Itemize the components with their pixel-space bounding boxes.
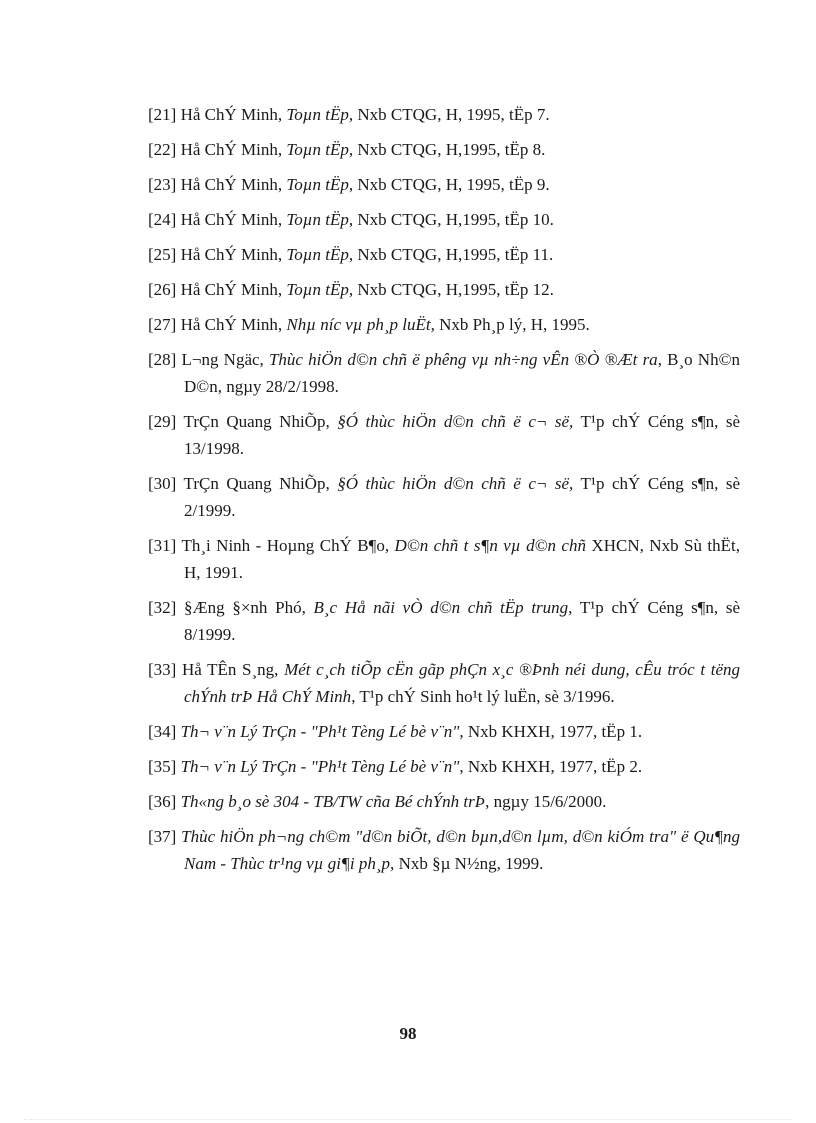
- reference-item: [26] Hå ChÝ Minh, Toµn tËp, Nxb CTQG, H,1995, tËp 12.: [148, 280, 554, 299]
- page-bottom-edge: [24, 1119, 792, 1120]
- reference-item: [30] TrÇn Quang NhiÕp, §Ó thùc hiÖn d©n chñ ë c¬ së, T¹p chÝ Céng s¶n, sè 2/1999.: [148, 474, 740, 520]
- reference-item: [25] Hå ChÝ Minh, Toµn tËp, Nxb CTQG, H,1995, tËp 11.: [148, 245, 554, 264]
- reference-item: [35] Th¬ v¨n Lý TrÇn - "Ph¹t Tèng Lé bè v¨n", Nxb KHXH, 1977, tËp 2.: [148, 757, 643, 776]
- reference-item: [22] Hå ChÝ Minh, Toµn tËp, Nxb CTQG, H,1995, tËp 8.: [148, 140, 546, 159]
- reference-item: [36] Th«ng b¸o sè 304 - TB/TW cña Bé chÝnh trÞ, ngµy 15/6/2000.: [148, 792, 607, 811]
- reference-item: [27] Hå ChÝ Minh, Nhµ níc vµ ph¸p luËt, Nxb Ph¸p lý, H, 1995.: [148, 315, 590, 334]
- reference-item: [31] Th¸i Ninh - Hoµng ChÝ B¶o, D©n chñ t s¶n vµ d©n chñ XHCN, Nxb Sù thËt, H, 1991.: [148, 536, 740, 582]
- reference-list: [148, 101, 740, 885]
- reference-item: [23] Hå ChÝ Minh, Toµn tËp, Nxb CTQG, H, 1995, tËp 9.: [148, 175, 550, 194]
- page-number: 98: [399, 1024, 417, 1043]
- reference-item: [29] TrÇn Quang NhiÕp, §Ó thùc hiÖn d©n chñ ë c¬ së, T¹p chÝ Céng s¶n, sè 13/1998.: [148, 412, 740, 458]
- reference-item: [34] Th¬ v¨n Lý TrÇn - "Ph¹t Tèng Lé bè v¨n", Nxb KHXH, 1977, tËp 1.: [148, 722, 643, 741]
- reference-item: [32] §Æng §×nh Phó, B¸c Hå nãi vÒ d©n chñ tËp trung, T¹p chÝ Céng s¶n, sè 8/1999.: [148, 598, 740, 644]
- reference-item: [24] Hå ChÝ Minh, Toµn tËp, Nxb CTQG, H,1995, tËp 10.: [148, 210, 554, 229]
- reference-item: [33] Hå TÊn S¸ng, Mét c¸ch tiÕp cËn gãp phÇn x¸c ®Þnh néi dung, cÊu tróc t tëng chÝnh trÞ Hå ChÝ Minh, T¹p chÝ Sinh ho¹t lý luËn, sè 3/1996.: [148, 660, 741, 706]
- reference-item: [21] Hå ChÝ Minh, Toµn tËp, Nxb CTQG, H, 1995, tËp 7.: [148, 105, 550, 124]
- reference-item: [28] L¬ng Ngäc, Thùc hiÖn d©n chñ ë phêng vµ nh÷ng vÊn ®Ò ®Æt ra, B¸o Nh©n D©n, ngµy 28/2/1998.: [148, 350, 740, 396]
- reference-item: [37] Thùc hiÖn ph¬ng ch©m "d©n biÕt, d©n bµn,d©n lµm, d©n kiÓm tra" ë Qu¶ng Nam - Thùc tr¹ng vµ gi¶i ph¸p, Nxb §µ N½ng, 1999.: [148, 827, 740, 873]
